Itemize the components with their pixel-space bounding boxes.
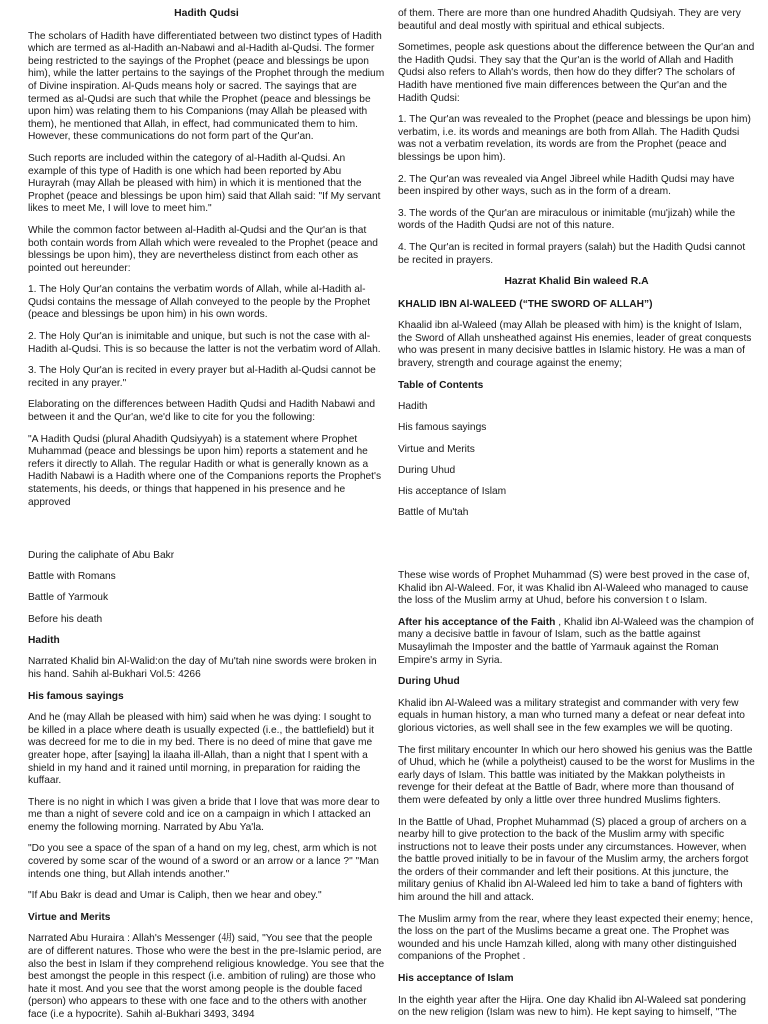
paragraph: Such reports are included within the category of al-Hadith al-Qudsi. An example of this type of Hadith is one which had been reported by Abu Hurayrah (may Allah be pleased with him) in which it is mentioned that the Prophet (peace and blessings be upon him) said that Allah said: "If My servant likes to meet Me, I will love to meet him.": [28, 152, 381, 215]
paragraph: Khaalid ibn al-Waleed (may Allah be pleased with him) is the knight of Islam, the Sword of Allah unsheathed against His enemies, leader of great conquests who was present in many decisive battles in Islamic history. He was a man of bravery, strength and courage against the enemy;: [398, 320, 752, 370]
paragraph: The scholars of Hadith have differentiated between two distinct types of Hadith which are termed as al-Hadith an-Nabawi and al-Hadith al-Qudsi. The former being restricted to the sayings of the Prophet (peace and blessings be upon him), while the latter pertains to the sayings of the Prophet through the medium of Divine inspiration. Al-Quds means holy or sacred. The sayings that are termed as al-Qudsi are such that while the Prophet (peace and blessings be upon him) was relating them to his Companions (may Allah be pleased with them), he mentioned that Allah, in effect, had communicated them to him. However, these communications do not form part of the Qur'an.: [28, 30, 385, 143]
list-item: 4. The Qur'an is recited in formal prayers (salah) but the Hadith Qudsi cannot be recited in prayers.: [398, 241, 746, 266]
toc-item[interactable]: His famous sayings: [398, 422, 487, 434]
list-item: 2. The Holy Qur'an is inimitable and unique, but such is not the case with al-Hadith al-Qudsi. This is so because the latter is not the verbatim word of Allah.: [28, 331, 381, 355]
paragraph: Elaborating on the differences between Hadith Qudsi and Hadith Nabawi and between it and the Qur'an, we'd like to cite for you the following:: [28, 399, 375, 424]
section-title-hadith-qudsi: Hadith Qudsi: [174, 8, 239, 19]
inline-heading: After his acceptance of the Faith: [398, 616, 556, 628]
section-title-khalid: Hazrat Khalid Bin waleed R.A: [504, 276, 649, 288]
paragraph: The first military encounter In which our hero showed his genius was the Battle of Uhud, which he (while a polytheist) caused to be the worst for Muslims in the early days of Islam. This battle was initiated by the Makkan polytheists in revenge for their defeat at the Battle of Badr, where more than thousand of them were defeated by only a little over three hundred Muslims fighters.: [398, 744, 755, 806]
page1-right-column: [398, 8, 755, 530]
page1-left-column: [28, 8, 385, 530]
toc-heading: Table of Contents: [398, 379, 484, 391]
heading-hadith: Hadith: [28, 634, 60, 646]
paragraph: Narrated Abu Huraira : Allah's Messenger (㋃) said, "You see that the people are of different natures. Those who were the best in the pre-Islamic period, are also the best in Islam if they comprehend religious knowledge. You see that the best amongst the people in this respect (i.e. ambition of ruling) are those who hate it most. And you see that the worst among people is the double faced (person) who appears to these with one face and to the others with another face (i.e a hypocrite). Sahih al-Bukhari 3493, 3494: [28, 933, 385, 1020]
paragraph: Sometimes, people ask questions about the difference between the Qur'an and the Hadith Qudsi. They say that the Qur'an is the world of Allah and Hadith Qudsi also refers to Allah's words, then how do they differ? The scholars of Hadith have mentioned five main differences between the Qur'an and the Hadith Qudsi:: [398, 42, 755, 104]
list-item: 2. The Qur'an was revealed via Angel Jibreel while Hadith Qudsi may have been inspired by other ways, such as in the form of a dream.: [398, 173, 735, 198]
toc-item[interactable]: Virtue and Merits: [398, 443, 475, 455]
paragraph: While the common factor between al-Hadith al-Qudsi and the Qur'an is that both contain words from Allah which were revealed to the Prophet (peace and blessings be upon him), they are nevertheless distinct from each other as pointed out hereunder:: [28, 224, 378, 274]
toc-item[interactable]: During Uhud: [398, 464, 456, 476]
heading-acceptance-islam: His acceptance of Islam: [398, 973, 514, 985]
paragraph: In the Battle of Uhad, Prophet Muhammad (S) placed a group of archers on a nearby hill to give protection to the back of the Muslim army with specific instructions not to leave their posts under any circumstances. However, when the battle proved initially to be in favour of the Muslim army, the archers forgot the orders of their commander and left their positions. At this juncture, the military genius of Khalid ibn Al-Waleed led him to take a band of fighters with him around the hill and attack.: [398, 816, 749, 904]
heading-famous-sayings: His famous sayings: [28, 690, 124, 702]
paragraph: "Do you see a space of the span of a hand on my leg, chest, arm which is not covered by some scar of the wound of a sword or an arrow or a lance ?" "Man intends one thing, but Allah intends another.": [28, 843, 379, 880]
paragraph: of them. There are more than one hundred Ahadith Qudsiyah. They are very beautiful and deal mostly with spiritual and ethical subjects.: [398, 8, 741, 32]
toc-item[interactable]: Battle of Yarmouk: [28, 592, 109, 604]
toc-item[interactable]: Hadith: [398, 401, 428, 413]
toc-item[interactable]: During the caliphate of Abu Bakr: [28, 550, 175, 561]
paragraph: Khalid ibn Al-Waleed was a military strategist and commander with very few equals in human history, a man who turned many a defeat or near defeat into glorious victories, as well shall see in the few examples we will be quoting.: [398, 697, 745, 734]
list-item: 1. The Holy Qur'an contains the verbatim words of Allah, while al-Hadith al-Qudsi contains the message of Allah conveyed to the people by the Prophet (peace and blessings be upon him) in his own words.: [28, 284, 371, 321]
list-item: 1. The Qur'an was revealed to the Prophet (peace and blessings be upon him) verbatim, i.e. its words and meanings are both from Allah. The Hadith Qudsi was not a verbatim revelation, its words are from the Prophet (peace and blessings be upon him).: [398, 114, 751, 163]
paragraph: And he (may Allah be pleased with him) said when he was dying: I sought to be killed in a place where death is usually expected (i.e., the battlefield) but it was decreed for me to die in my bed. There is no deed of mine that gave me greater hope, after [saying] la ilaaha ill-Allah, than a night that I spent with a shield in my hand and it rained until morning, in preparation for raiding the kuffaar.: [28, 712, 375, 787]
toc-item[interactable]: Battle of Mu'tah: [398, 507, 469, 519]
heading-virtue-merits: Virtue and Merits: [28, 911, 111, 923]
paragraph: "If Abu Bakr is dead and Umar is Caliph, then we hear and obey.": [28, 890, 322, 902]
toc-item[interactable]: Before his death: [28, 613, 103, 625]
heading-during-uhud: During Uhud: [398, 676, 460, 688]
paragraph: Narrated Khalid bin Al-Walid:on the day of Mu'tah nine swords were broken in his hand. Sahih al-Bukhari Vol.5: 4266: [28, 656, 377, 680]
toc-item[interactable]: Battle with Romans: [28, 571, 116, 583]
paragraph: The Muslim army from the rear, where they least expected their enemy; hence, the loss on the part of the Muslims became a great one. The Prophet was wounded and his uncle Hamzah killed, along with many other distinguished companions of the Prophet .: [398, 913, 754, 963]
paragraph: "A Hadith Qudsi (plural Ahadith Qudsiyyah) is a statement where Prophet Muhammad (peace and blessings be upon him) reports a statement and he refers it directly to Allah. The regular Hadith or what is generally known as a Hadith Nabawi is a Hadith where one of the Companions reports the Prophet's statements, his deeds, or things that happened in his presence and he approved: [28, 433, 382, 508]
paragraph: In the eighth year after the Hijra. One day Khalid ibn Al-Waleed sat pondering on the new religion (Islam was new to him). He kept saying to himself, "The: [398, 994, 746, 1019]
page2-right-column: [398, 570, 755, 1024]
paragraph-text: , Khalid ibn Al-Waleed was the champion of many a decisive battle in favour of Islam, such as the battle against Musaylimah the Imposter and the battle of Yarmauk against the Roman Empire's army in Syria.: [398, 616, 754, 666]
paragraph: These wise words of Prophet Muhammad (S) were best proved in the case of, Khalid ibn Al-Waleed. For, it was Khalid ibn Al-Waleed who managed to cause the loss of the Muslim army at Uhud, before his conversion t o Islam.: [398, 570, 750, 607]
section-subtitle: KHALID IBN Al-WALEED (“THE SWORD OF ALLAH”): [398, 298, 653, 310]
paragraph: There is no night in which I was given a bride that I love that was more dear to me than a night of severe cold and ice on a campaign in which I attacked an enemy the following morning. Narrated by Abu Ya'la.: [28, 796, 380, 833]
list-item: 3. The words of the Qur'an are miraculous or inimitable (mu'jizah) while the words of the Hadith Qudsi are not of this nature.: [398, 207, 736, 232]
paragraph: [398, 617, 755, 667]
page2-left-column: [28, 550, 385, 1024]
list-item: 3. The Holy Qur'an is recited in every prayer but al-Hadith al-Qudsi cannot be recited in any prayer.": [28, 365, 376, 389]
toc-item[interactable]: His acceptance of Islam: [398, 486, 507, 497]
